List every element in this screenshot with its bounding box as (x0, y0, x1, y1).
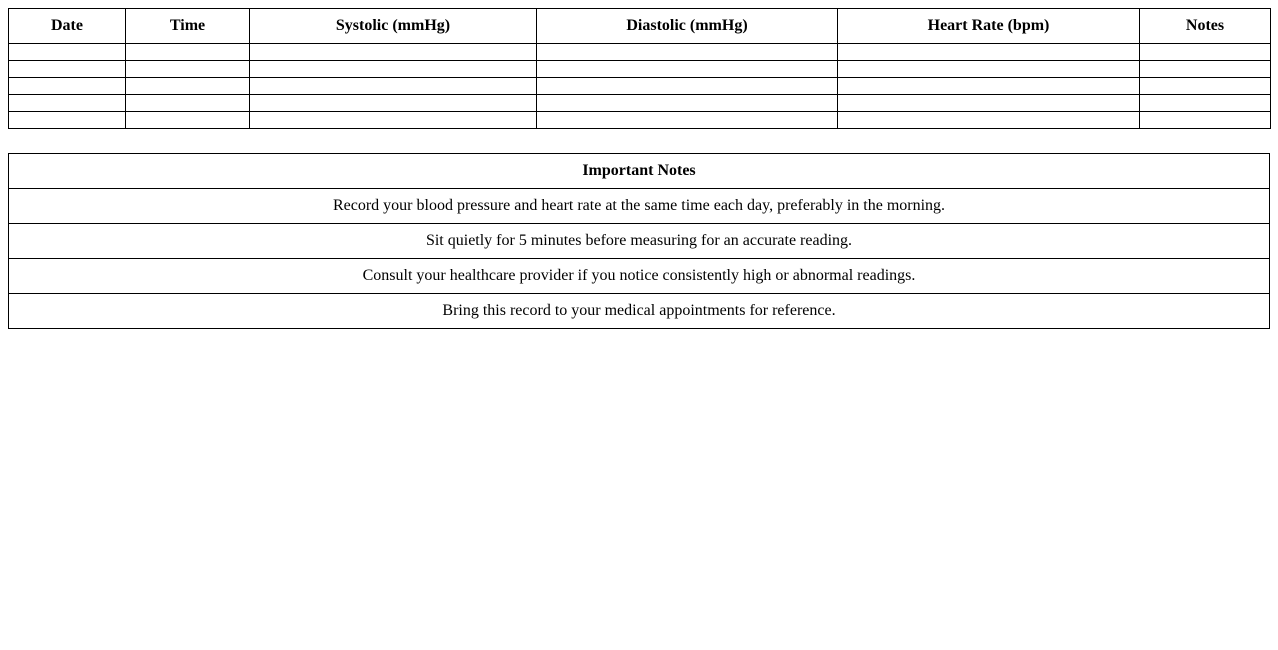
diastolic-cell (537, 61, 838, 78)
note-row (9, 259, 1270, 294)
note-row (9, 294, 1270, 329)
systolic-cell (250, 112, 537, 129)
heart-rate-cell (838, 61, 1140, 78)
time-cell (126, 44, 250, 61)
time-column-header: Time (126, 9, 250, 44)
table-row (9, 78, 1271, 95)
time-cell (126, 78, 250, 95)
notes-title: Important Notes (9, 154, 1270, 189)
systolic-cell (250, 44, 537, 61)
diastolic-cell (537, 112, 838, 129)
date-cell (9, 95, 126, 112)
note-text: Consult your healthcare provider if you notice consistently high or abnormal readings. (9, 259, 1270, 294)
notes-cell (1140, 78, 1271, 95)
time-cell (126, 95, 250, 112)
time-cell (126, 112, 250, 129)
notes-cell (1140, 44, 1271, 61)
diastolic-cell (537, 95, 838, 112)
notes-column-header: Notes (1140, 9, 1271, 44)
heart-rate-cell (838, 44, 1140, 61)
heart-rate-column-header: Heart Rate (bpm) (838, 9, 1140, 44)
heart-rate-cell (838, 78, 1140, 95)
heart-rate-cell (838, 112, 1140, 129)
log-header-row (9, 9, 1271, 44)
note-text: Sit quietly for 5 minutes before measuring for an accurate reading. (9, 224, 1270, 259)
notes-cell (1140, 112, 1271, 129)
date-cell (9, 61, 126, 78)
blood-pressure-log-table (8, 8, 1271, 129)
date-cell (9, 44, 126, 61)
table-row (9, 112, 1271, 129)
systolic-cell (250, 95, 537, 112)
note-row (9, 224, 1270, 259)
notes-title-row (9, 154, 1270, 189)
systolic-cell (250, 78, 537, 95)
notes-cell (1140, 61, 1271, 78)
date-column-header: Date (9, 9, 126, 44)
note-row (9, 189, 1270, 224)
table-row (9, 61, 1271, 78)
important-notes-table (8, 153, 1270, 329)
note-text: Record your blood pressure and heart rate at the same time each day, preferably in the morning. (9, 189, 1270, 224)
systolic-column-header: Systolic (mmHg) (250, 9, 537, 44)
date-cell (9, 112, 126, 129)
table-row (9, 44, 1271, 61)
diastolic-column-header: Diastolic (mmHg) (537, 9, 838, 44)
systolic-cell (250, 61, 537, 78)
time-cell (126, 61, 250, 78)
notes-cell (1140, 95, 1271, 112)
date-cell (9, 78, 126, 95)
note-text: Bring this record to your medical appointments for reference. (9, 294, 1270, 329)
heart-rate-cell (838, 95, 1140, 112)
diastolic-cell (537, 78, 838, 95)
diastolic-cell (537, 44, 838, 61)
table-row (9, 95, 1271, 112)
